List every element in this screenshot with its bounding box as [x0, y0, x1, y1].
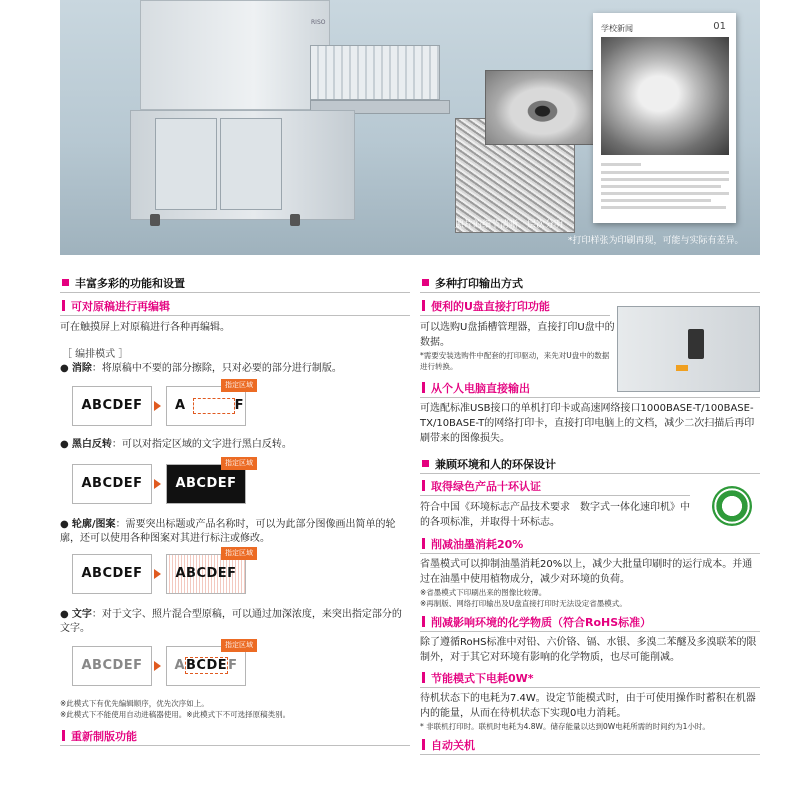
accent-bar-icon — [62, 300, 65, 311]
news-card-photo — [601, 37, 729, 155]
mode-erase: ● 消除：将原稿中不要的部分擦除，只对必要的部分进行制版。 — [60, 363, 342, 374]
news-card-title: 学校新闻 — [601, 24, 633, 33]
sample-photo-eye — [485, 70, 600, 145]
hero-photo — [60, 0, 760, 255]
subheading-green: 取得绿色产品十环认证 — [420, 478, 690, 496]
caster-wheel — [290, 214, 300, 226]
arrow-right-icon — [154, 661, 161, 671]
subheading-remake: 重新制版功能 — [60, 728, 410, 746]
accent-bar-icon — [422, 672, 425, 683]
caster-wheel — [150, 214, 160, 226]
area-tag: 指定区域 — [221, 379, 257, 392]
news-text-line — [601, 178, 729, 181]
area-tag: 指定区域 — [221, 457, 257, 470]
news-text-line — [601, 185, 721, 188]
accent-bar-icon — [422, 480, 425, 491]
usb-description: 可以选购U盘插槽管理器，直接打印U盘中的数据。 — [420, 322, 615, 348]
area-tag: 指定区域 — [221, 547, 257, 560]
sample-news-card — [593, 13, 736, 223]
subheading-usb: 便利的U盘直接打印功能 — [420, 298, 610, 316]
arrow-right-icon — [154, 479, 161, 489]
right-column — [420, 275, 760, 755]
subheading-auto-off: 自动关机 — [420, 737, 760, 755]
usb-slot-device-photo — [617, 306, 760, 392]
subheading-ink: 削减油墨消耗20% — [420, 536, 760, 554]
section-heading-eco: 兼顾环境和人的环保设计 — [420, 456, 760, 474]
accent-bar-icon — [62, 730, 65, 741]
green-description: 符合中国《环境标志产品技术要求 数字式一体化速印机》中的各项标准，并取得十环标志。 — [420, 502, 690, 528]
erased-area — [193, 398, 235, 414]
power-note: * 非联机打印时。联机时电耗为4.8W。储存能量以达到0W电耗所需的时间约为1小时。 — [420, 722, 710, 731]
edit-note: ※此模式下有优先编辑顺序，优先次序如上。 — [60, 699, 209, 708]
mode-outline: ● 轮廓/图案：需要突出标题或产品名称时，可以为此部分图像画出简单的轮廓，还可以使用各种图案对其进行标注或修改。 — [60, 519, 396, 544]
printer-machine-upper — [140, 0, 330, 110]
edit-description: 可在触摸屏上对原稿进行各种再编辑。 — [60, 322, 230, 333]
news-card-number: 01 — [713, 21, 726, 32]
accent-bar-icon — [422, 538, 425, 549]
arrow-right-icon — [154, 569, 161, 579]
square-bullet-icon — [422, 279, 429, 286]
erase-before-box: ABCDEF — [72, 386, 152, 426]
cabinet-door — [155, 118, 217, 210]
pc-description: 可选配标准USB接口的单机打印卡或高速网络接口1000BASE-T/100BASE-TX/10BASE-T的网络打印卡，直接打印电脑上的文档，减少二次扫描后再印刷带来的图像损失。 — [420, 403, 755, 444]
subheading-edit: 可对原稿进行再编辑 — [60, 298, 410, 316]
left-column — [60, 275, 410, 746]
news-text-line — [601, 199, 711, 202]
invert-after-box: ABCDEF 指定区域 — [166, 464, 246, 504]
text-after-box: ABCDEF 指定区域 — [166, 646, 246, 686]
news-text-line — [601, 163, 641, 166]
subheading-rohs: 削减影响环境的化学物质（符合RoHS标准） — [420, 614, 760, 632]
ink-note: ※省墨模式下印刷出来的图像比较薄。 — [420, 588, 547, 597]
print-sample-disclaimer: *打印样张为印刷再现，可能与实际有差异。 — [568, 236, 744, 246]
section-heading-output: 多种打印输出方式 — [420, 275, 760, 293]
accent-bar-icon — [422, 300, 425, 311]
mode-text: ● 文字：对于文字、照片混合型原稿，可以通过加深浓度，来突出指定部分的文字。 — [60, 609, 402, 634]
news-text-line — [601, 192, 729, 195]
photo-caption: 照片的细节清晰、层次分明 — [455, 220, 564, 230]
square-bullet-icon — [422, 460, 429, 467]
accent-bar-icon — [422, 616, 425, 627]
usb-note: *需要安装选购件中配套的打印驱动，来先对U盘中的数据进行转换。 — [420, 351, 610, 371]
accent-bar-icon — [422, 382, 425, 393]
china-environmental-label-icon — [712, 486, 752, 526]
paper-tray — [310, 45, 440, 100]
mode-invert: ● 黑白反转：可以对指定区域的文字进行黑白反转。 — [60, 439, 292, 450]
erase-after-box: A F 指定区域 — [166, 386, 246, 426]
cabinet-door — [220, 118, 282, 210]
edit-note: ※此模式下不能使用自动进稿器使用。※此模式下不可选择原稿类别。 — [60, 710, 291, 719]
invert-before-box: ABCDEF — [72, 464, 152, 504]
section-heading-features: 丰富多彩的功能和设置 — [60, 275, 410, 293]
ink-note: ※再制版、网络打印输出及U盘直接打印时无法设定省墨模式。 — [420, 599, 627, 608]
power-description: 待机状态下的电耗为7.4W。设定节能模式时，由于可使用操作时蓄积在机器内的能量，从而在待机状态下实现0电力消耗。 — [420, 693, 756, 719]
news-text-line — [601, 206, 726, 209]
ink-description: 省墨模式可以抑制油墨消耗20%以上，减少大批量印刷时的运行成本。并通过在油墨中使用植物成分，减少对环境的负荷。 — [420, 559, 753, 585]
usb-slot — [688, 329, 704, 359]
accent-bar-icon — [422, 739, 425, 750]
text-before-box: ABCDEF — [72, 646, 152, 686]
subheading-power: 节能模式下电耗0W* — [420, 670, 760, 688]
news-text-line — [601, 171, 729, 174]
subheading-pc: 从个人电脑直接输出 — [420, 380, 760, 398]
mode-label: ［ 编排模式 ］ — [62, 349, 129, 360]
square-bullet-icon — [62, 279, 69, 286]
outline-after-box: ABCDEF 指定区域 — [166, 554, 246, 594]
indicator-light — [676, 365, 688, 371]
arrow-right-icon — [154, 401, 161, 411]
outline-before-box: ABCDEF — [72, 554, 152, 594]
rohs-description: 除了遵循RoHS标准中对铅、六价铬、镉、水银、多溴二苯醚及多溴联苯的限制外，对于其它对环境有影响的化学物质，也尽可能削减。 — [420, 637, 757, 663]
area-tag: 指定区域 — [221, 639, 257, 652]
machine-brand: RISO — [311, 19, 326, 26]
